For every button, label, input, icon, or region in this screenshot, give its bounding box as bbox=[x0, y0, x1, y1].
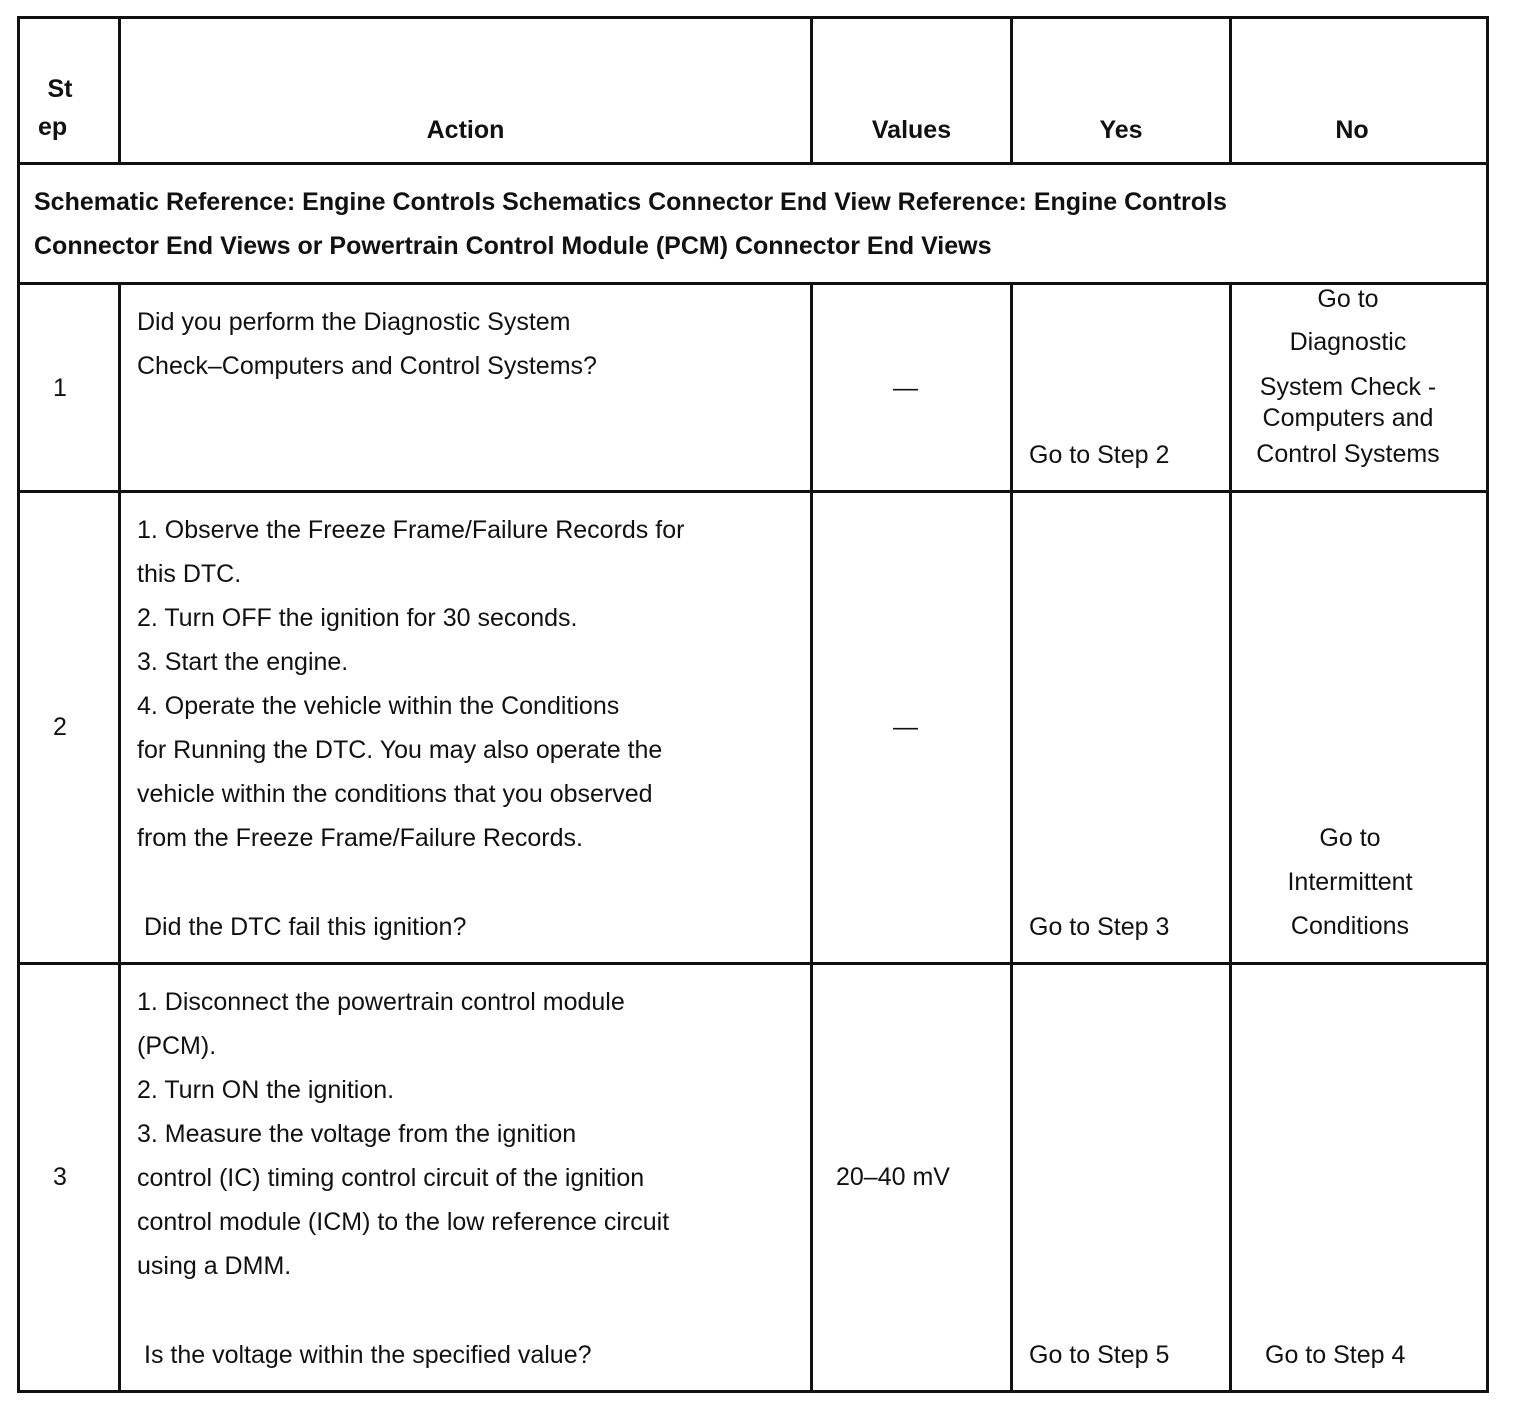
values-cell: — bbox=[893, 374, 918, 402]
header-step bbox=[20, 70, 100, 146]
no-line: System Check - bbox=[1259, 373, 1437, 401]
action-text bbox=[137, 300, 797, 388]
action-line: this DTC. bbox=[137, 560, 242, 588]
header-yes: Yes bbox=[1099, 116, 1143, 144]
row-divider bbox=[17, 490, 1489, 493]
reference-line: Schematic Reference: Engine Controls Schematics Connector End View Reference: Engine Controls bbox=[34, 188, 1227, 216]
schematic-reference bbox=[34, 180, 1227, 268]
action-line: Check–Computers and Control Systems? bbox=[137, 352, 597, 380]
action-line: control module (ICM) to the low reference circuit bbox=[137, 1208, 670, 1236]
action-line: using a DMM. bbox=[137, 1252, 292, 1280]
action-line: 3. Start the engine. bbox=[137, 648, 349, 676]
step-number: 1 bbox=[53, 374, 67, 402]
action-line: 3. Measure the voltage from the ignition bbox=[137, 1120, 577, 1148]
header-values: Values bbox=[871, 116, 952, 144]
no-line: Conditions bbox=[1290, 912, 1410, 940]
action-line: control (IC) timing control circuit of the ignition bbox=[137, 1164, 645, 1192]
action-text bbox=[137, 980, 797, 1288]
no-cell bbox=[1232, 286, 1464, 474]
action-line: 4. Operate the vehicle within the Conditions bbox=[137, 692, 620, 720]
row-divider bbox=[17, 282, 1489, 285]
column-divider bbox=[810, 282, 813, 1392]
action-line: vehicle within the conditions that you observed bbox=[137, 780, 653, 808]
action-line: 2. Turn OFF the ignition for 30 seconds. bbox=[137, 604, 578, 632]
column-divider bbox=[118, 282, 121, 1392]
values-cell: — bbox=[893, 713, 918, 741]
action-line: 1. Observe the Freeze Frame/Failure Records for bbox=[137, 516, 685, 544]
step-number: 3 bbox=[53, 1163, 67, 1191]
action-line: Did you perform the Diagnostic System bbox=[137, 308, 571, 336]
yes-cell: Go to Step 5 bbox=[1029, 1341, 1170, 1369]
yes-cell: Go to Step 3 bbox=[1029, 913, 1170, 941]
column-divider bbox=[1010, 282, 1013, 1392]
header-action: Action bbox=[426, 116, 505, 144]
no-line: Go to bbox=[1317, 285, 1379, 313]
action-question: Is the voltage within the specified value? bbox=[144, 1341, 592, 1369]
action-line: (PCM). bbox=[137, 1032, 217, 1060]
action-line: 1. Disconnect the powertrain control module bbox=[137, 988, 625, 1016]
no-line: Control Systems bbox=[1256, 440, 1440, 468]
action-line: for Running the DTC. You may also operate the bbox=[137, 736, 663, 764]
action-line: 2. Turn ON the ignition. bbox=[137, 1076, 395, 1104]
action-line: from the Freeze Frame/Failure Records. bbox=[137, 824, 583, 852]
no-line: Diagnostic bbox=[1289, 328, 1407, 356]
no-line: Computers and bbox=[1262, 404, 1434, 432]
no-line: Intermittent bbox=[1287, 868, 1413, 896]
header-no: No bbox=[1335, 116, 1369, 144]
action-text bbox=[137, 508, 797, 860]
header-step-line: St bbox=[47, 75, 73, 103]
reference-line: Connector End Views or Powertrain Control Module (PCM) Connector End Views bbox=[34, 232, 992, 260]
action-question: Did the DTC fail this ignition? bbox=[144, 913, 467, 941]
step-number: 2 bbox=[53, 713, 67, 741]
row-divider bbox=[17, 962, 1489, 965]
header-step-line: ep bbox=[38, 113, 68, 141]
row-divider bbox=[17, 162, 1489, 165]
values-cell: 20–40 mV bbox=[836, 1163, 950, 1191]
no-cell bbox=[1232, 816, 1468, 948]
no-cell: Go to Step 4 bbox=[1265, 1341, 1406, 1369]
yes-cell: Go to Step 2 bbox=[1029, 441, 1170, 469]
no-line: Go to bbox=[1319, 824, 1381, 852]
